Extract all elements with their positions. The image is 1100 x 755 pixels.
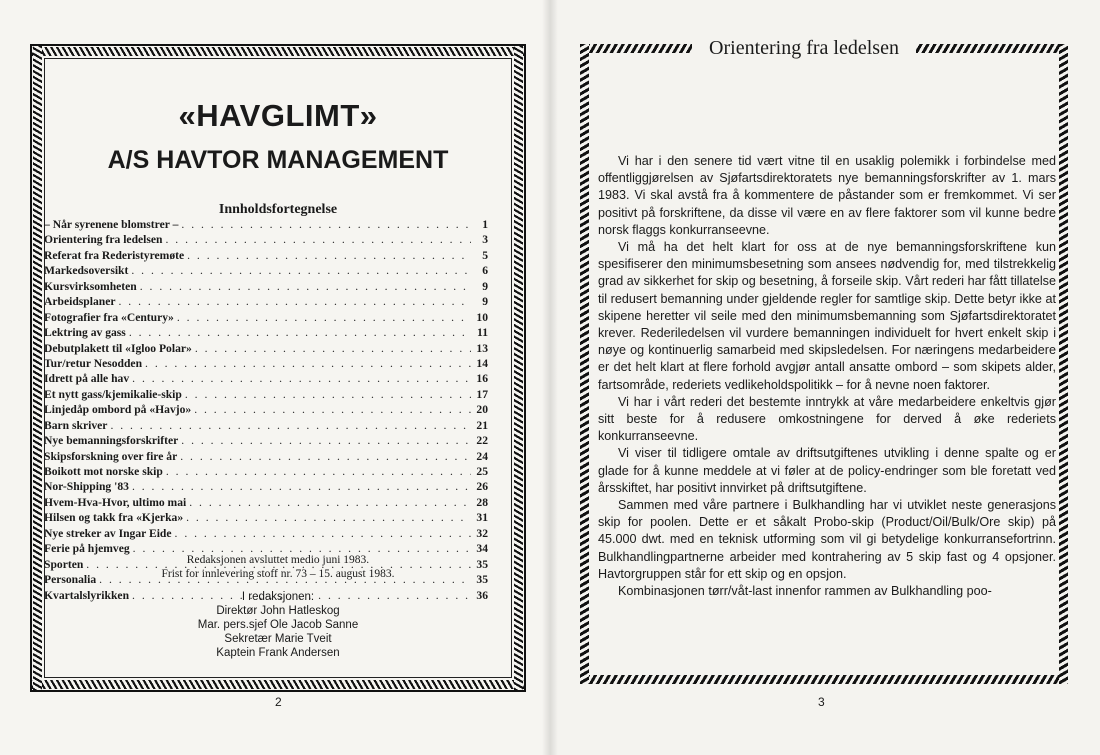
toc-entry — [44, 218, 488, 233]
toc-entry-title: Kursvirksomheten — [44, 279, 137, 293]
editor-name: Sekretær Marie Tveit — [224, 633, 332, 645]
toc-leader-dots — [181, 218, 471, 231]
toc-entry — [44, 419, 488, 434]
toc-entry — [44, 326, 488, 341]
article-paragraph: Vi har i vårt rederi det bestemte inntrykk at våre medarbeidere enkeltvis gjør sitt beste for å redusere omkostningene for derved å øke rederiets konkurranseevne. — [598, 394, 1056, 444]
toc-entry-page: 6 — [482, 264, 488, 278]
toc-entry — [44, 311, 488, 326]
toc-entry — [44, 465, 488, 480]
rope-border-right — [514, 46, 523, 690]
table-of-contents — [44, 218, 488, 604]
toc-entry-title: Et nytt gass/kjemikalie-skip — [44, 387, 182, 401]
toc-leader-dots — [194, 403, 471, 416]
toc-entry-page: 3 — [482, 233, 488, 247]
editors-heading: I redaksjonen: — [241, 591, 315, 603]
toc-entry-page: 5 — [482, 248, 488, 262]
toc-entry — [44, 372, 488, 387]
article-paragraph: Sammen med våre partnere i Bulkhandling har vi utviklet neste generasjons skip for poolen. Dette er et såkalt Probo-skip (Product/Oil/Bulk/Ore skip) på 45.000 dwt. med en teknisk utforming som vil gi betydelige konkurransefortrinn. Bulkhandlingpartnerne arbeider med kontrahering av 5 skip fast og 4 opsjoner. Havtorgruppen står for ett skip og en opsjon. — [598, 498, 1056, 581]
toc-entry — [44, 388, 488, 403]
toc-entry-title: – Når syrenene blomstrer – — [44, 218, 179, 231]
editor-name: Kaptein Frank Andersen — [216, 647, 340, 659]
toc-heading: Innholdsfortegnelse — [218, 202, 338, 217]
toc-entry-page: 11 — [477, 326, 488, 340]
toc-entry-page: 22 — [476, 434, 488, 448]
toc-entry — [44, 527, 488, 542]
editorial-note-line: Frist for innlevering stoff nr. 73 – 15. august 1983. — [161, 568, 395, 580]
toc-entry-page: 34 — [476, 542, 488, 556]
toc-entry-page: 16 — [476, 372, 488, 386]
toc-entry — [44, 480, 488, 495]
toc-entry-title: Kvartalslyrikken — [44, 588, 130, 602]
toc-entry — [44, 434, 488, 449]
toc-entry-page: 20 — [476, 403, 488, 417]
company-name: A/S HAVTOR MANAGEMENT — [107, 146, 449, 174]
hatched-border-right — [1059, 44, 1068, 684]
toc-entry-page: 10 — [476, 310, 488, 324]
toc-entry-title: Ferie på hjemveg — [44, 542, 130, 556]
toc-leader-dots — [119, 295, 472, 308]
editorial-note-line: Redaksjonen avsluttet medio juni 1983. — [186, 554, 370, 566]
toc-entry-page: 35 — [476, 557, 488, 571]
toc-leader-dots — [175, 527, 471, 540]
editorial-staff — [44, 590, 512, 660]
toc-leader-dots — [189, 496, 471, 509]
toc-entry-page: 13 — [476, 341, 488, 355]
toc-entry — [44, 496, 488, 511]
toc-entry-title: Fotografier fra «Century» — [44, 310, 174, 324]
article-paragraph: Vi har i den senere tid vært vitne til en usaklig polemikk i forbindelse med offentliggjørelsen av Sjøfartsdirektoratets nye bemanningsforskrifter av 1. mars 1983. Vi skal avstå fra å kommentere de påstander som er fremkommet. Vi ser positivt på forskriftene, da disse vil være en av flere faktorer som vil kunne bedre norsk flaggs konkurranseevne. — [598, 154, 1056, 237]
toc-entry-title: Markedsoversikt — [44, 264, 129, 278]
toc-leader-dots — [181, 434, 471, 447]
toc-entry-title: Nye bemanningsforskrifter — [44, 434, 179, 448]
toc-leader-dots — [132, 480, 471, 493]
toc-leader-dots — [166, 465, 471, 478]
toc-entry-page: 14 — [476, 356, 488, 370]
book-gutter — [542, 0, 558, 755]
magazine-title: «HAVGLIMT» — [178, 98, 378, 133]
rope-border-top — [32, 47, 524, 56]
toc-leader-dots — [140, 280, 471, 293]
toc-leader-dots — [132, 372, 471, 385]
toc-entry-title: Referat fra Rederistyremøte — [44, 248, 185, 262]
toc-entry-title: Hvem-Hva-Hvor, ultimo mai — [44, 495, 187, 509]
rope-border-bottom — [32, 680, 524, 689]
article-paragraph: Kombinasjonen tørr/våt-last innenfor rammen av Bulkhandling poo- — [618, 584, 992, 599]
page-number-left: 2 — [275, 695, 282, 709]
toc-entry — [44, 450, 488, 465]
toc-entry-title: Skipsforskning over fire år — [44, 449, 178, 463]
toc-leader-dots — [145, 357, 471, 370]
bleed-through-shadow — [610, 60, 1040, 130]
toc-entry-title: Hilsen og takk fra «Kjerka» — [44, 511, 184, 525]
toc-entry-page: 21 — [476, 418, 488, 432]
editorial-note — [44, 553, 512, 581]
toc-entry — [44, 342, 488, 357]
toc-entry-page: 35 — [476, 573, 488, 587]
toc-entry — [44, 280, 488, 295]
toc-entry-title: Nye streker av Ingar Eide — [44, 526, 172, 540]
hatched-border-bottom — [580, 675, 1068, 684]
toc-entry-page: 25 — [476, 465, 488, 478]
editor-name: Direktør John Hatleskog — [216, 605, 340, 617]
toc-entry-page: 26 — [476, 480, 488, 494]
toc-leader-dots — [129, 326, 471, 339]
toc-entry-title: Lektring av gass — [44, 326, 126, 340]
toc-entry-page: 28 — [476, 495, 488, 509]
toc-entry-page: 24 — [476, 449, 488, 463]
toc-entry-page: 31 — [476, 511, 488, 525]
toc-leader-dots — [110, 419, 471, 432]
toc-entry — [44, 511, 488, 526]
toc-entry-title: Orientering fra ledelsen — [44, 233, 163, 247]
toc-leader-dots — [185, 388, 471, 401]
toc-leader-dots — [166, 233, 472, 246]
toc-entry-title: Nor-Shipping '83 — [44, 480, 129, 494]
left-page-content — [44, 60, 512, 680]
toc-entry-title: Barn skriver — [44, 418, 108, 432]
toc-entry — [44, 295, 488, 310]
toc-entry-title: Tur/retur Nesodden — [44, 356, 143, 370]
toc-entry — [44, 264, 488, 279]
hatched-border-left — [580, 44, 589, 684]
toc-entry — [44, 357, 488, 372]
editor-name: Mar. pers.sjef Ole Jacob Sanne — [197, 619, 359, 631]
page-number-right: 3 — [818, 695, 825, 709]
toc-leader-dots — [186, 511, 471, 524]
toc-entry-page: 17 — [476, 387, 488, 401]
toc-leader-dots — [131, 264, 471, 277]
toc-entry-title: Linjedåp ombord på «Havjo» — [44, 403, 192, 417]
toc-entry — [44, 403, 488, 418]
toc-leader-dots — [180, 450, 471, 463]
toc-entry-page: 36 — [476, 588, 488, 602]
toc-entry-title: Idrett på alle hav — [44, 372, 130, 386]
toc-leader-dots — [195, 342, 471, 355]
toc-entry-title: Arbeidsplaner — [44, 295, 116, 309]
toc-entry — [44, 249, 488, 264]
toc-entry-title: Debutplakett til «Igloo Polar» — [44, 341, 192, 355]
toc-entry — [44, 233, 488, 248]
article-paragraph: Vi må ha det helt klart for oss at de nye bemanningsforskriftene kun spesifiserer den minimumsbesetning som ansees nødvendig for, med tilstrekkelig grad av sikkerhet for skip og besetning, å forseile skip. Vårt rederi har fått tillatelse til redusert bemanning under gjeldende regler for samtlige skip. Dette betyr ikke at skipene heretter vil seile med den minimumsbemanning som Sjøfartsdirektoratet krever. Rederiledelsen vil vurdere bemanningen individuelt for hvert enkelt skip i nøye og kontinuerlig samarbeid med skipsledelsen. For næringens medarbeidere er det helt klart at flere forhold avgjør antall ansatte ombord – som skipets alder, fartsområde, rederiets vedlikeholdspolitikk – for å nevne noen faktorer. — [598, 240, 1056, 392]
toc-entry-title: Personalia — [44, 573, 97, 587]
article-paragraph: Vi viser til tidligere omtale av driftsutgiftenes utvikling i denne spalte og er glade for å kunne meddele at vi føler at de policy-endringer som ble foretatt ved årsskiftet, har positivt innvirket på driftsutgiftene. — [598, 446, 1056, 495]
toc-entry-title: Sporten — [44, 557, 84, 571]
toc-entry-page: 32 — [476, 526, 488, 540]
toc-leader-dots — [187, 249, 471, 262]
article-body — [598, 153, 1056, 600]
toc-entry-page: 9 — [482, 279, 488, 293]
toc-entry-page: 9 — [482, 295, 488, 309]
toc-entry-page: 1 — [482, 218, 488, 231]
right-page — [550, 0, 1100, 755]
rope-border-left — [33, 46, 42, 690]
toc-leader-dots — [177, 311, 471, 324]
toc-entry-title: Boikott mot norske skip — [44, 465, 163, 478]
article-title: Orientering fra ledelsen — [709, 37, 899, 59]
